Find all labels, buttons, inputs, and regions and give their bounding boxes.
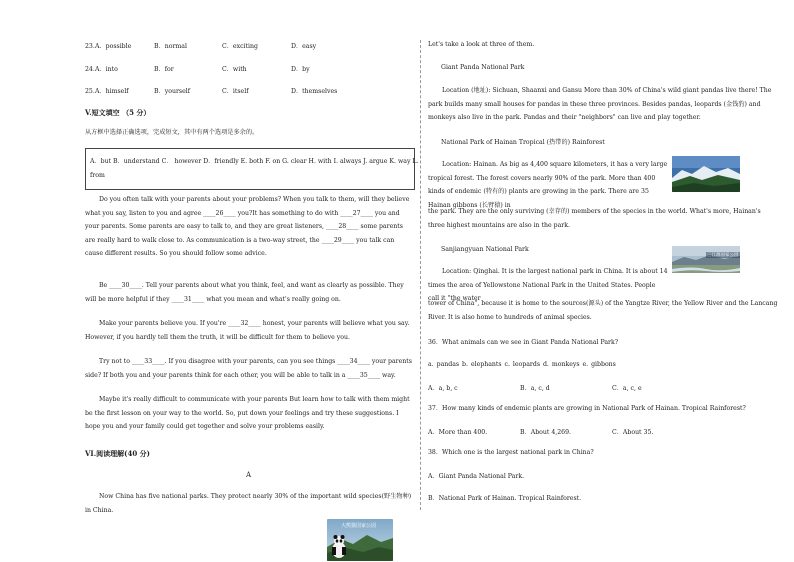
q24-number: 24． bbox=[85, 66, 100, 73]
q37-option-b: B．About 4,269. bbox=[520, 429, 572, 436]
park2-text-part1: Location: Hainan. As big as 4,400 square kilometers, it has a very large tropical forest. The forest covers nearly 90% of the park. More than 400 kinds of endemic (特有的) plants are growing in the park. There are 35 Hainan gibbons (长臂猿) in bbox=[428, 161, 668, 209]
park3-text-part1: Location: Qinghai. It is the largest national park in China. It is about 14 times the area of Yellowstone National Park in the United States. People call it "the water bbox=[428, 268, 668, 302]
cloze-paragraph-2: Be ____30____. Tell your parents about what you think, feel, and want as clearly as possible. They will be more helpful if they ____31____ what you mean and what's really going on. bbox=[85, 282, 404, 303]
intro-line: Let's take a look at three of them. bbox=[428, 41, 535, 48]
q38-option-a: A．Giant Panda National Park. bbox=[428, 473, 525, 480]
q25-number: 25． bbox=[85, 88, 100, 95]
park1-text: Location (地址): Sichuan, Shaanxi and Gansu More than 30% of China's wild giant pandas live there! The park builds many small houses for pandas in these three provinces. Besides pandas, leopards (金钱豹) and monkeys also live in the park. Pandas and their "neighbors" can live and play together. bbox=[428, 87, 772, 121]
question-38: 38．Which one is the largest national park in China? bbox=[428, 449, 594, 456]
q25-option-a: A．himself bbox=[95, 88, 129, 95]
section5-title: V.短文填空 （5 分） bbox=[85, 108, 151, 117]
park3-title: Sanjiangyuan National Park bbox=[441, 246, 529, 253]
cloze-paragraph-1: Do you often talk with your parents about your problems? When you talk to them, will they believe what you say, listen to you and agree ____26____ you?It has something to do with ____27____ you and your parents. Some parents are easy to talk to, and they are great listeners, ____28____ some parents are really hard to walk close to. As communication is a two-way street, the ____29____ you talk can cause different results. So you should follow some advice. bbox=[85, 196, 410, 257]
word-bank-line-2: from bbox=[90, 172, 105, 179]
cloze-paragraph-3: Make your parents believe you. If you're ____32____ honest, your parents will believe what you say. However, if you hardly tell them the truth, it will be difficult for them to believe you. bbox=[85, 320, 410, 341]
q23-option-d: D．easy bbox=[291, 43, 317, 50]
question-36: 36．What animals can we see in Giant Panda National Park? bbox=[428, 339, 619, 346]
panda-photo-caption: 大熊猫国家公园 bbox=[341, 523, 377, 529]
sanjiangyuan-photo-caption: 三江源国家公园 bbox=[707, 253, 739, 258]
q23-option-b: B．normal bbox=[154, 43, 187, 50]
cloze-paragraph-4: Try not to ____33____. If you disagree with your parents, can you see things ____34____ your parents side? If both you and your parents think for each other, you will be able to talk in a ____35____ way. bbox=[85, 358, 412, 379]
q24-option-a: A．into bbox=[95, 66, 118, 73]
column-divider bbox=[420, 40, 421, 510]
q24-option-c: C．with bbox=[222, 66, 247, 73]
section6-title: VI.阅读理解(40 分) bbox=[85, 449, 150, 458]
word-bank-line-1: A．but B．understand C． however D．friendly E. both F. on G. clear H. with I. always J. argue K. way L. bbox=[90, 158, 419, 165]
park1-title: Giant Panda National Park bbox=[441, 64, 525, 71]
q36-option-a: A．a, b, c bbox=[428, 385, 458, 392]
q23-option-c: C．exciting bbox=[222, 43, 258, 50]
cloze-paragraph-5: Maybe it's really difficult to communicate with your parents But learn how to talk with them might be the first lesson on your way to the world. So, put down your feelings and try these suggestions. I hope you and your family could get together and solve your problems easily. bbox=[85, 396, 410, 430]
q23-number: 23． bbox=[85, 43, 100, 50]
passage-label: A bbox=[246, 471, 252, 479]
question-37: 37．How many kinds of endemic plants are growing in National Park of Hainan. Tropical Rainforest? bbox=[428, 405, 746, 412]
q36-option-b: B．a, c, d bbox=[520, 385, 550, 392]
park2-title: National Park of Hainan Tropical (热带的) Rainforest bbox=[441, 139, 605, 146]
passage-a-intro: Now China has five national parks. They protect nearly 30% of the important wild species(野生物种) in China. bbox=[85, 493, 412, 514]
q36-option-c: C．a, c, e bbox=[612, 385, 642, 392]
sanjiangyuan-photo bbox=[672, 246, 740, 273]
q24-option-d: D．by bbox=[291, 66, 310, 73]
q37-option-c: C．About 35. bbox=[612, 429, 654, 436]
q25-option-c: C．itself bbox=[222, 88, 249, 95]
hainan-rainforest-photo bbox=[672, 156, 740, 192]
q24-option-b: B．for bbox=[154, 66, 174, 73]
park2-text-part2: the park. They are the only surviving (幸存的) members of the species in the world. What's more, Hainan's three highest mountains are also in the park. bbox=[428, 208, 761, 229]
word-bank-box bbox=[85, 148, 419, 190]
section5-instructions: 从方框中选择正确选项，完成短文，其中有两个选项是多余的。 bbox=[85, 129, 259, 136]
q23-option-a: A．possible bbox=[95, 43, 132, 50]
q25-option-b: B．yourself bbox=[154, 88, 191, 95]
q37-option-a: A．More than 400. bbox=[428, 429, 488, 436]
park3-text-part2: tower of China", because it is home to the sources(源头) of the Yangtze River, the Yellow River and the Lancang River. It is also home to hundreds of animal species. bbox=[428, 300, 778, 321]
q38-option-b: B．National Park of Hainan. Tropical Rainforest. bbox=[428, 495, 582, 502]
question-36-items: a. pandas b. elephants c. leopards d. monkeys e. gibbons bbox=[428, 361, 616, 368]
giant-panda-photo bbox=[327, 519, 393, 561]
q25-option-d: D．themselves bbox=[291, 88, 338, 95]
